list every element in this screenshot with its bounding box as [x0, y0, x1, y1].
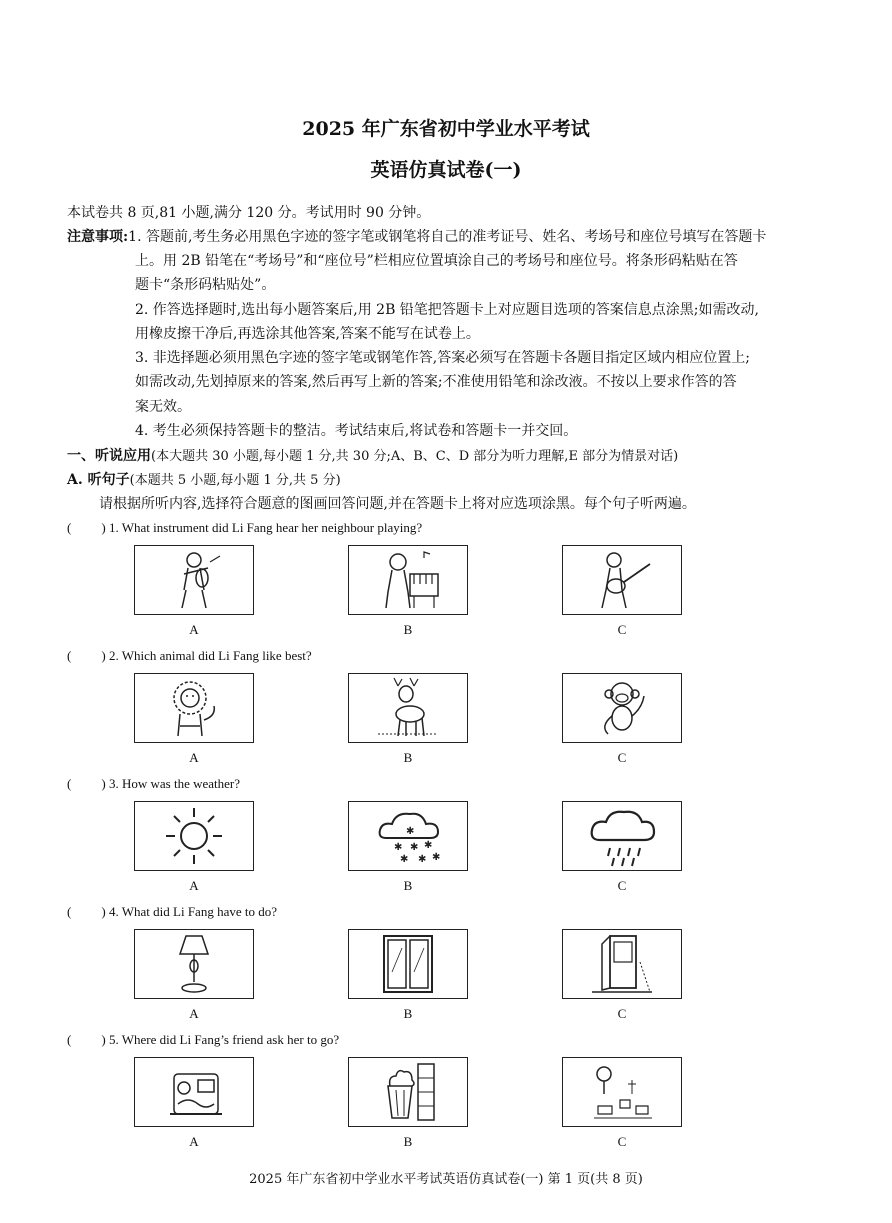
- question-text: 5. Where did Li Fang’s friend ask her to go?: [109, 1032, 340, 1047]
- section-title: 一、听说应用: [67, 448, 151, 464]
- notes-line-3: 题卡“条形码粘贴处”。: [135, 277, 276, 293]
- cinema-icon: [358, 1060, 458, 1124]
- page-title: 2025 年广东省初中学业水平考试: [302, 118, 590, 140]
- question-5: [67, 1032, 339, 1048]
- q3-option-c[interactable]: [562, 801, 682, 871]
- svg-text:✱: ✱: [410, 842, 419, 853]
- q5-option-a[interactable]: [134, 1057, 254, 1127]
- option-label-c: C: [617, 878, 627, 893]
- option-label-c: C: [617, 622, 627, 637]
- part-a-title: A. 听句子: [67, 472, 130, 488]
- snow-cloud-icon: [358, 804, 458, 868]
- question-text: 4. What did Li Fang have to do?: [109, 904, 278, 919]
- q5-option-c[interactable]: [562, 1057, 682, 1127]
- zoo-icon: [144, 1060, 244, 1124]
- q4-option-c[interactable]: [562, 929, 682, 999]
- notes-line-1: [67, 227, 827, 247]
- notes-label: 注意事项:: [67, 229, 129, 245]
- window-icon: [358, 932, 458, 996]
- page-subtitle: 英语仿真试卷(一): [370, 159, 522, 181]
- question-3: [67, 776, 240, 792]
- park-icon: [572, 1060, 672, 1124]
- question-1: [67, 520, 422, 536]
- page-footer: 2025 年广东省初中学业水平考试英语仿真试卷(一) 第 1 页(共 8 页): [249, 1172, 643, 1187]
- part-a-heading: [67, 470, 827, 491]
- option-label-b: B: [403, 1134, 413, 1149]
- q4-option-a[interactable]: [134, 929, 254, 999]
- part-a-note: (本题共 5 小题,每小题 1 分,共 5 分): [129, 473, 341, 488]
- question-text: 3. How was the weather?: [109, 776, 241, 791]
- svg-text:✱: ✱: [394, 842, 403, 853]
- option-label-c: C: [617, 1006, 627, 1021]
- q3-option-b[interactable]: [348, 801, 468, 871]
- monkey-icon: [572, 676, 672, 740]
- svg-text:✱: ✱: [418, 854, 427, 865]
- lion-icon: [144, 676, 244, 740]
- intro-text: 本试卷共 8 页,81 小题,满分 120 分。考试用时 90 分钟。: [67, 205, 431, 221]
- option-label-a: A: [189, 1006, 199, 1021]
- q1-option-c[interactable]: [562, 545, 682, 615]
- option-label-a: A: [189, 1134, 199, 1149]
- deer-icon: [358, 676, 458, 740]
- q2-option-a[interactable]: [134, 673, 254, 743]
- q2-option-b[interactable]: [348, 673, 468, 743]
- question-4: [67, 904, 277, 920]
- option-label-b: B: [403, 878, 413, 893]
- notes-line-4: 2. 作答选择题时,选出每小题答案后,用 2B 铅笔把答题卡上对应题目选项的答案信息点涂黑;如需改动,: [135, 302, 759, 318]
- violin-icon: [144, 548, 244, 612]
- notes-line-9: 4. 考生必须保持答题卡的整洁。考试结束后,将试卷和答题卡一并交回。: [135, 423, 578, 439]
- option-label-b: B: [403, 750, 413, 765]
- section-note: (本大题共 30 小题,每小题 1 分,共 30 分;A、B、C、D 部分为听力理解,E 部分为情景对话): [151, 449, 679, 464]
- notes-item-1: 1. 答题前,考生务必用黑色字迹的签字笔或钢笔将自己的准考证号、姓名、考场号和座位号填写在答题卡: [128, 229, 767, 245]
- rain-cloud-icon: [572, 804, 672, 868]
- notes-line-7: 如需改动,先划掉原来的答案,然后再写上新的答案;不准使用铅笔和涂改液。不按以上要求作答的答: [135, 374, 737, 390]
- answer-bracket[interactable]: ( ): [67, 904, 106, 919]
- svg-text:✱: ✱: [424, 840, 433, 851]
- question-text: 1. What instrument did Li Fang hear her neighbour playing?: [109, 520, 423, 535]
- notes-line-2: 上。用 2B 铅笔在“考场号”和“座位号”栏相应位置填涂自己的考场号和座位号。将条形码粘贴在答: [135, 253, 738, 269]
- guitar-icon: [572, 548, 672, 612]
- notes-line-8: 案无效。: [135, 399, 191, 415]
- answer-bracket[interactable]: ( ): [67, 776, 106, 791]
- answer-bracket[interactable]: ( ): [67, 520, 106, 535]
- svg-text:✱: ✱: [432, 852, 441, 863]
- q1-option-a[interactable]: [134, 545, 254, 615]
- option-label-c: C: [617, 1134, 627, 1149]
- option-label-b: B: [403, 1006, 413, 1021]
- svg-text:✱: ✱: [400, 854, 409, 865]
- question-text: 2. Which animal did Li Fang like best?: [109, 648, 312, 663]
- answer-bracket[interactable]: ( ): [67, 1032, 106, 1047]
- instruction-text: 请根据所听内容,选择符合题意的图画回答问题,并在答题卡上将对应选项涂黑。每个句子听两遍。: [99, 496, 696, 512]
- lamp-icon: [144, 932, 244, 996]
- q5-option-b[interactable]: [348, 1057, 468, 1127]
- door-icon: [572, 932, 672, 996]
- section-heading: [67, 446, 827, 467]
- notes-line-6: 3. 非选择题必须用黑色字迹的签字笔或钢笔作答,答案必须写在答题卡各题目指定区域内相应位置上;: [135, 350, 750, 366]
- piano-icon: [358, 548, 458, 612]
- q3-option-a[interactable]: [134, 801, 254, 871]
- answer-bracket[interactable]: ( ): [67, 648, 106, 663]
- q2-option-c[interactable]: [562, 673, 682, 743]
- q1-option-b[interactable]: [348, 545, 468, 615]
- option-label-a: A: [189, 750, 199, 765]
- option-label-b: B: [403, 622, 413, 637]
- notes-line-5: 用橡皮擦干净后,再选涂其他答案,答案不能写在试卷上。: [135, 326, 480, 342]
- option-label-a: A: [189, 622, 199, 637]
- q4-option-b[interactable]: [348, 929, 468, 999]
- question-2: [67, 648, 312, 664]
- svg-text:✱: ✱: [406, 826, 415, 837]
- sun-icon: [144, 804, 244, 868]
- option-label-c: C: [617, 750, 627, 765]
- option-label-a: A: [189, 878, 199, 893]
